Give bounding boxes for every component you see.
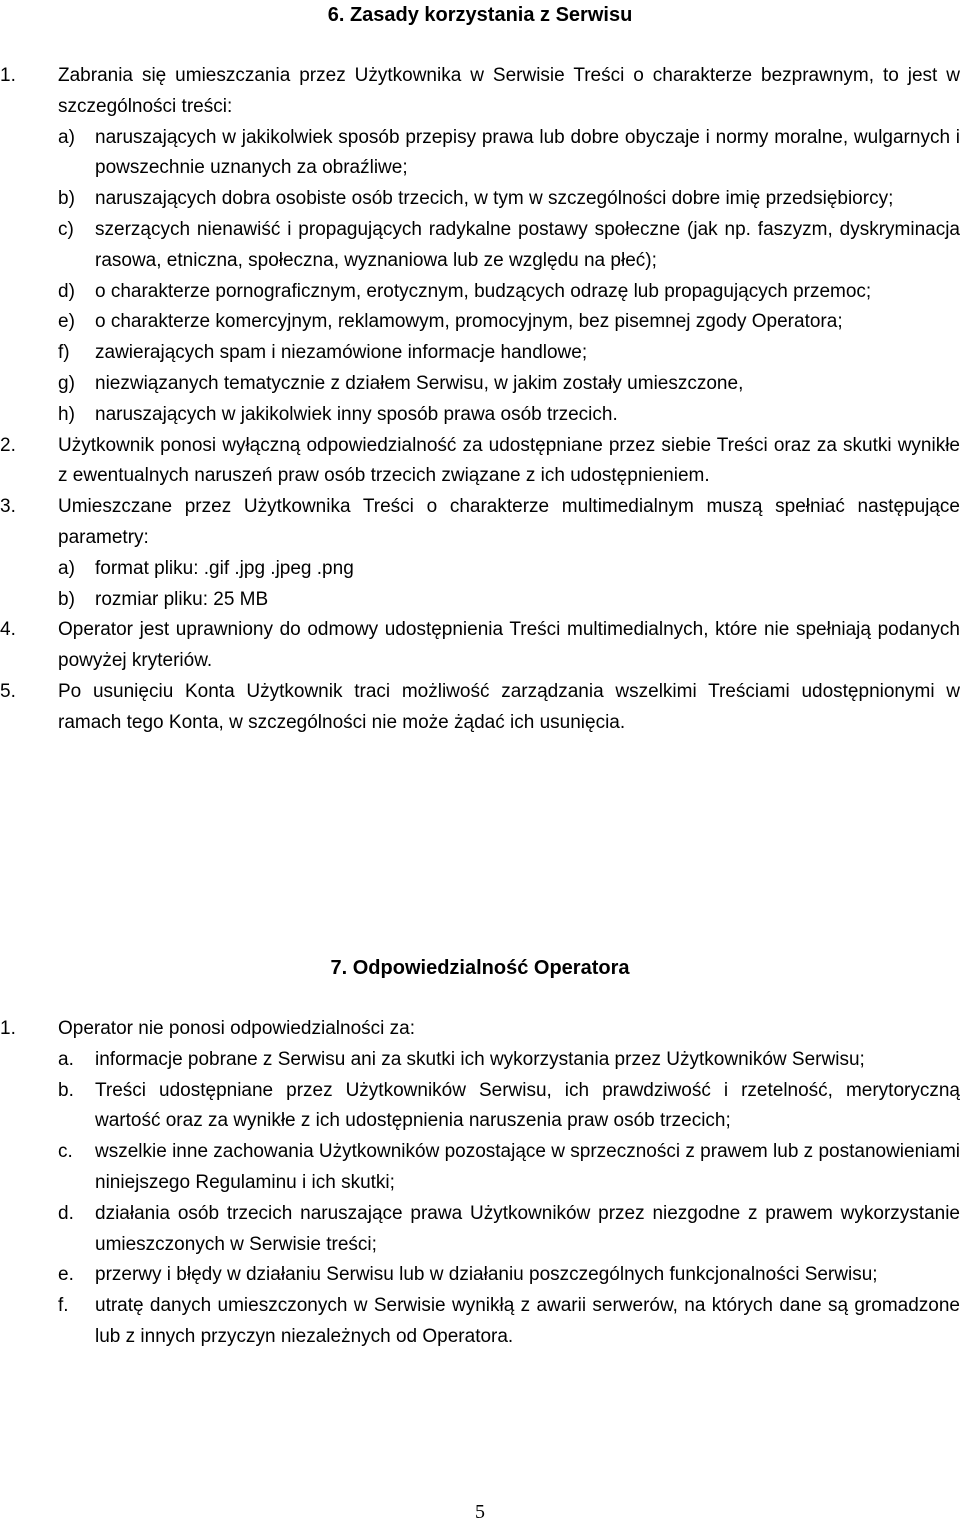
section-6-title: 6. Zasady korzystania z Serwisu [327,4,633,26]
sub-item-h [58,400,960,431]
section-6-item-3 [0,492,960,615]
item-text: Po usunięciu Konta Użytkownik traci możliwość zarządzania wszelkimi Treściami udostępnionymi w ramach tego Konta, w szczególności nie może żądać ich usunięcia. [58,680,960,733]
sub-item-label: f) [58,342,70,364]
sub-item-text: informacje pobrane z Serwisu ani za skutki ich wykorzystania przez Użytkowników Serwisu; [95,1048,865,1070]
sub-item-label: e. [58,1264,74,1286]
section-7-title: 7. Odpowiedzialność Operatora [330,957,630,979]
sub-item-label: c) [58,218,74,240]
item-number: 2. [0,434,16,456]
item-text: Operator jest uprawniony do odmowy udostępnienia Treści multimedialnych, które nie spełniają podanych powyżej kryteriów. [58,619,960,672]
section-6-item-2 [0,431,960,493]
sub-item-label: b. [58,1079,74,1101]
item-text: Użytkownik ponosi wyłączną odpowiedzialność za udostępniane przez siebie Treści oraz za skutki wynikłe z ewentualnych naruszeń praw osób trzecich związane z ich udostępnieniem. [58,434,960,487]
sub-item-g [58,369,960,400]
sub-item-c [58,1137,960,1199]
sub-item-e [58,1260,960,1291]
sub-item-text: wszelkie inne zachowania Użytkowników pozostające w sprzeczności z prawem lub z postanowieniami niniejszego Regulaminu i ich skutki; [95,1141,960,1193]
sub-item-a [58,554,960,585]
sub-item-b [58,1076,960,1138]
sub-item-text: działania osób trzecich naruszające prawa Użytkowników przez niezgodne z prawem wykorzystanie umieszczonych w Serwisie treści; [95,1202,960,1255]
sub-item-label: a) [58,126,75,148]
sub-item-text: utratę danych umieszczonych w Serwisie wynikłą z awarii serwerów, na których dane są gromadzone lub z innych przyczyn niezależnych od Operatora. [95,1295,960,1347]
sub-item-b [58,585,960,616]
sub-item-text: naruszających dobra osobiste osób trzecich, w tym w szczególności dobre imię przedsiębiorcy; [95,188,894,210]
section-6-body [0,61,960,739]
sub-item-text: o charakterze komercyjnym, reklamowym, promocyjnym, bez pisemnej zgody Operatora; [95,311,843,333]
sub-item-text: niezwiązanych tematycznie z działem Serwisu, w jakim zostały umieszczone, [95,372,744,394]
item-number: 4. [0,619,16,641]
sub-item-text: zawierających spam i niezamówione informacje handlowe; [95,342,588,364]
sub-item-b [58,184,960,215]
section-7-item-1 [0,1014,960,1353]
sub-item-f [58,338,960,369]
sub-item-text: rozmiar pliku: 25 MB [95,588,269,610]
sub-item-label: h) [58,403,75,425]
sub-item-label: g) [58,372,75,394]
page-number: 5 [475,1501,485,1523]
sub-item-label: e) [58,311,75,333]
sub-item-text: naruszających w jakikolwiek sposób przepisy prawa lub dobre obyczaje i normy moralne, wulgarnych i powszechnie uznanych za obraźliwe; [95,126,960,179]
sub-item-a [58,1045,960,1076]
item-text: Operator nie ponosi odpowiedzialności za: [58,1018,415,1039]
section-6-item-5 [0,677,960,739]
sub-item-label: a) [58,557,75,579]
item-text: Umieszczane przez Użytkownika Treści o charakterze multimedialnym muszą spełniać następujące parametry: [58,496,960,548]
sub-item-label: c. [58,1141,73,1163]
sub-item-d [58,1199,960,1261]
section-7-body [0,1014,960,1353]
sub-item-a [58,123,960,185]
sub-item-label: b) [58,588,75,610]
item-number: 3. [0,496,16,518]
sub-item-d [58,277,960,308]
sub-item-label: b) [58,188,75,210]
sub-item-text: o charakterze pornograficznym, erotycznym, budzących odrazę lub propagujących przemoc; [95,280,872,302]
section-6-item-4 [0,615,960,677]
item-number: 5. [0,680,16,702]
sub-item-label: f. [58,1295,69,1317]
sub-item-text: szerzących nienawiść i propagujących radykalne postawy społeczne (jak np. faszyzm, dyskryminacja rasowa, etniczna, społeczna, wyznaniowa lub ze względu na płeć); [95,218,960,271]
sub-item-text: Treści udostępniane przez Użytkowników Serwisu, ich prawdziwość i rzetelność, merytoryczną wartość oraz za wynikłe z ich udostępnienia naruszenia praw osób trzecich; [95,1079,960,1132]
sub-item-text: format pliku: .gif .jpg .jpeg .png [95,557,354,579]
sub-item-c [58,215,960,277]
sub-item-label: d) [58,280,75,302]
sub-item-f [58,1291,960,1353]
sub-item-e [58,307,960,338]
sub-item-text: przerwy i błędy w działaniu Serwisu lub w działaniu poszczególnych funkcjonalności Serwisu; [95,1264,878,1286]
item-number: 1. [0,1018,16,1039]
sub-item-label: a. [58,1048,74,1070]
item-text: Zabrania się umieszczania przez Użytkownika w Serwisie Treści o charakterze bezprawnym, to jest w szczególności treści: [58,65,960,117]
sub-item-text: naruszających w jakikolwiek inny sposób prawa osób trzecich. [95,403,618,425]
item-number: 1. [0,65,16,86]
section-6-item-1 [0,61,960,431]
sub-item-label: d. [58,1202,74,1224]
